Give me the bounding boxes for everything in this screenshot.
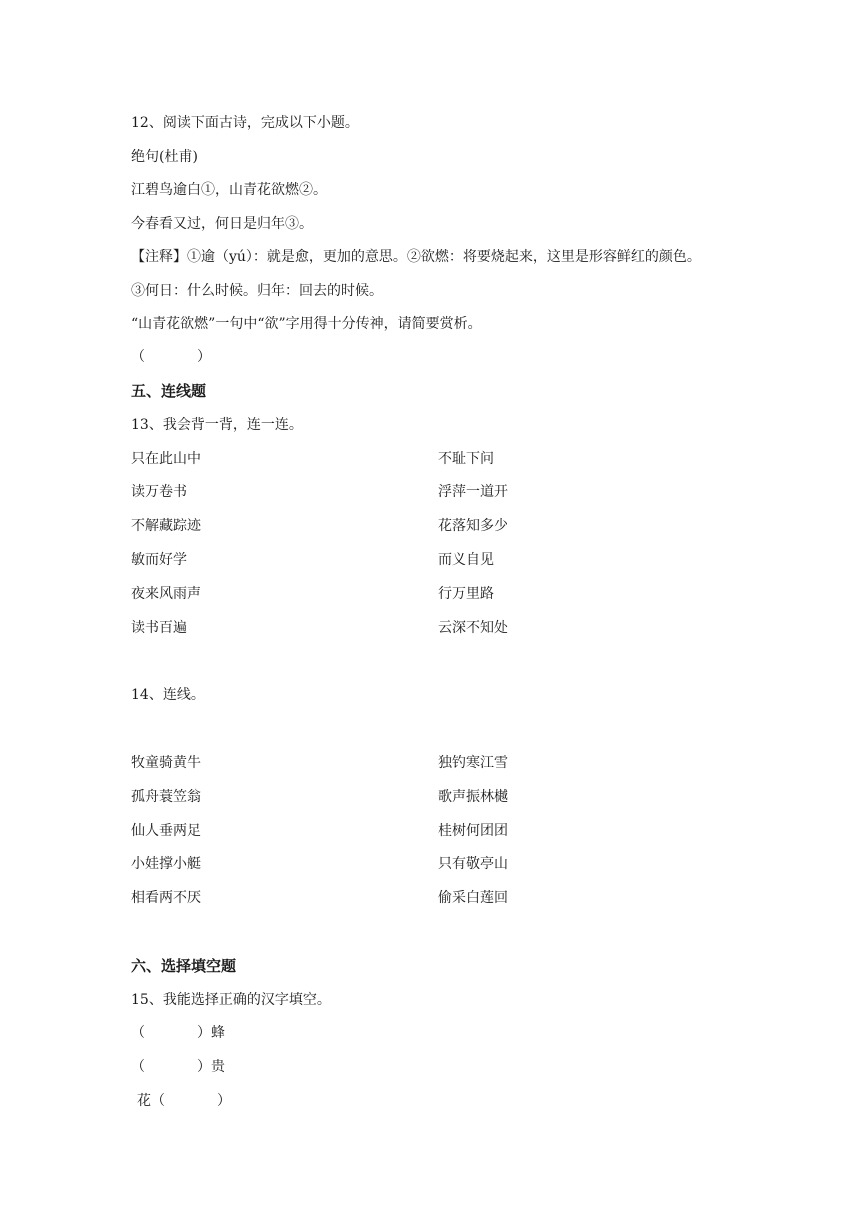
blank-open-paren: （ <box>131 1059 145 1075</box>
q14-left-item[interactable]: 小娃撑小艇 <box>131 856 201 872</box>
blank-close-paren: ） <box>217 1093 231 1109</box>
q13-right-item[interactable]: 不耻下问 <box>438 451 494 467</box>
poem-note-line-1: 【注释】①逾（yú）：就是愈，更加的意思。②欲燃：将要烧起来，这里是形容鲜红的颜色。 <box>131 249 701 265</box>
q13-prompt: 13、我会背一背，连一连。 <box>131 417 303 433</box>
poem-line-1: 江碧鸟逾白①，山青花欲燃②。 <box>131 182 327 198</box>
q14-left-item[interactable]: 相看两不厌 <box>131 890 201 906</box>
q13-right-item[interactable]: 而义自见 <box>438 552 494 568</box>
blank-suffix: ）蜂 <box>197 1025 225 1041</box>
blank-suffix: ）贵 <box>197 1059 225 1075</box>
q14-left-item[interactable]: 仙人垂两足 <box>131 823 201 839</box>
q14-prompt: 14、连线。 <box>131 687 205 703</box>
q12-answer-blank[interactable] <box>131 347 211 367</box>
q14-right-item[interactable]: 只有敬亭山 <box>438 856 508 872</box>
q13-right-item[interactable]: 行万里路 <box>438 586 494 602</box>
q13-left-item[interactable]: 不解藏踪迹 <box>131 518 201 534</box>
q14-right-item[interactable]: 桂树何团团 <box>438 823 508 839</box>
q13-left-item[interactable]: 敏而好学 <box>131 552 187 568</box>
q13-left-item[interactable]: 只在此山中 <box>131 451 201 467</box>
q15-blank-3[interactable] <box>137 1091 231 1111</box>
q12-question: “山青花欲燃”一句中“欲”字用得十分传神，请简要赏析。 <box>131 316 482 332</box>
poem-title: 绝句(杜甫) <box>131 149 198 165</box>
answer-close-paren: ） <box>197 349 211 365</box>
q13-left-item[interactable]: 读书百遍 <box>131 620 187 636</box>
q14-right-item[interactable]: 歌声振林樾 <box>438 789 508 805</box>
q13-right-item[interactable]: 云深不知处 <box>438 620 508 636</box>
q14-right-item[interactable]: 独钓寒江雪 <box>438 755 508 771</box>
poem-line-2: 今春看又过，何日是归年③。 <box>131 216 313 232</box>
q13-right-item[interactable]: 浮萍一道开 <box>438 484 508 500</box>
q15-prompt: 15、我能选择正确的汉字填空。 <box>131 992 331 1008</box>
section-5-heading: 五、连线题 <box>131 382 207 400</box>
poem-note-line-2: ③何日：什么时候。归年：回去的时候。 <box>131 283 383 299</box>
q15-blank-1[interactable] <box>131 1023 225 1043</box>
q13-right-item[interactable]: 花落知多少 <box>438 518 508 534</box>
blank-prefix: 花（ <box>137 1093 165 1109</box>
section-6-heading: 六、选择填空题 <box>131 957 237 975</box>
blank-open-paren: （ <box>131 1025 145 1041</box>
q14-right-item[interactable]: 偷采白莲回 <box>438 890 508 906</box>
q14-left-item[interactable]: 牧童骑黄牛 <box>131 755 201 771</box>
q15-blank-2[interactable] <box>131 1057 225 1077</box>
q13-left-item[interactable]: 读万卷书 <box>131 484 187 500</box>
q13-left-item[interactable]: 夜来风雨声 <box>131 586 201 602</box>
q12-prompt: 12、阅读下面古诗，完成以下小题。 <box>131 115 359 131</box>
q14-left-item[interactable]: 孤舟蓑笠翁 <box>131 789 201 805</box>
answer-open-paren: （ <box>131 349 145 365</box>
